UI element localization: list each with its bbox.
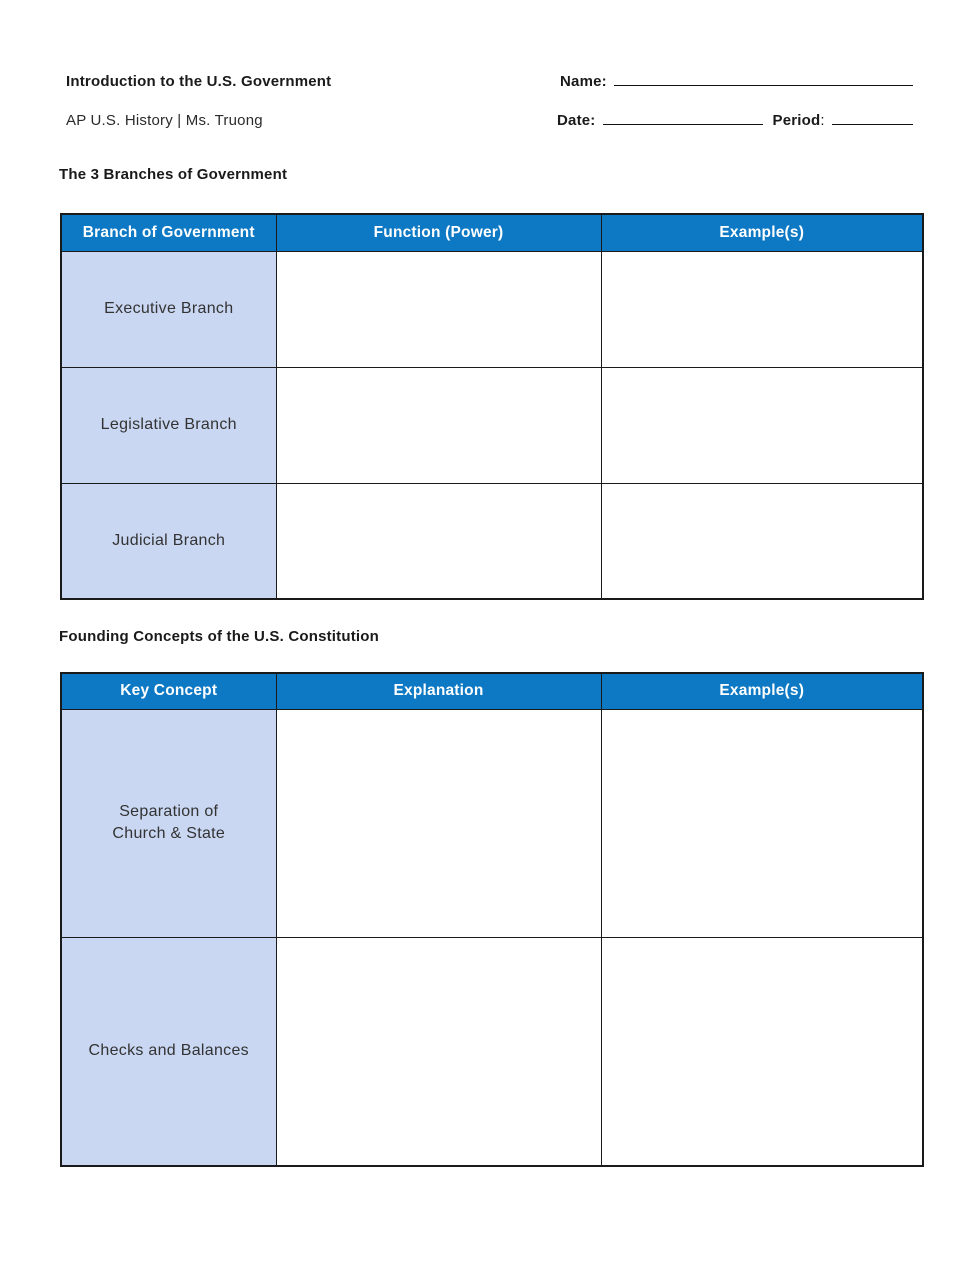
- period-label: Period: [772, 112, 821, 129]
- name-label: Name:: [560, 73, 607, 90]
- executive-examples-cell[interactable]: [601, 251, 923, 367]
- column-header-examples-2: Example(s): [601, 673, 923, 709]
- legislative-function-cell[interactable]: [276, 367, 601, 483]
- period-input-line[interactable]: [832, 112, 913, 125]
- column-header-key-concept: Key Concept: [61, 673, 276, 709]
- concepts-table: [60, 672, 924, 1167]
- doc-title: Introduction to the U.S. Government: [66, 73, 332, 90]
- date-period-field-row: [557, 112, 913, 129]
- legislative-examples-cell[interactable]: [601, 367, 923, 483]
- period-colon: :: [820, 112, 825, 129]
- checks-explanation-cell[interactable]: [276, 937, 601, 1166]
- table-row-checks-balances: [61, 937, 923, 1166]
- section-title-founding-concepts: Founding Concepts of the U.S. Constitution: [59, 628, 380, 645]
- separation-church-state-label: [61, 709, 276, 937]
- section-title-branches: The 3 Branches of Government: [59, 166, 288, 183]
- executive-branch-label: Executive Branch: [61, 251, 276, 367]
- name-input-line[interactable]: [614, 73, 913, 86]
- concepts-header-row: [61, 673, 923, 709]
- checks-examples-cell[interactable]: [601, 937, 923, 1166]
- name-field-row: [560, 73, 913, 90]
- executive-function-cell[interactable]: [276, 251, 601, 367]
- branches-table: [60, 213, 924, 600]
- separation-examples-cell[interactable]: [601, 709, 923, 937]
- table-row-separation: [61, 709, 923, 937]
- separation-explanation-cell[interactable]: [276, 709, 601, 937]
- judicial-function-cell[interactable]: [276, 483, 601, 599]
- column-header-branch: Branch of Government: [61, 214, 276, 251]
- judicial-examples-cell[interactable]: [601, 483, 923, 599]
- table-row-judicial: [61, 483, 923, 599]
- branches-header-row: [61, 214, 923, 251]
- date-input-line[interactable]: [603, 112, 763, 125]
- column-header-examples: Example(s): [601, 214, 923, 251]
- separation-label-text: Separation of Church & State: [112, 802, 226, 842]
- column-header-function: Function (Power): [276, 214, 601, 251]
- checks-balances-label: Checks and Balances: [61, 937, 276, 1166]
- judicial-branch-label: Judicial Branch: [61, 483, 276, 599]
- table-row-executive: [61, 251, 923, 367]
- legislative-branch-label: Legislative Branch: [61, 367, 276, 483]
- table-row-legislative: [61, 367, 923, 483]
- column-header-explanation: Explanation: [276, 673, 601, 709]
- date-label: Date:: [557, 112, 596, 129]
- doc-subtitle: AP U.S. History | Ms. Truong: [66, 112, 263, 129]
